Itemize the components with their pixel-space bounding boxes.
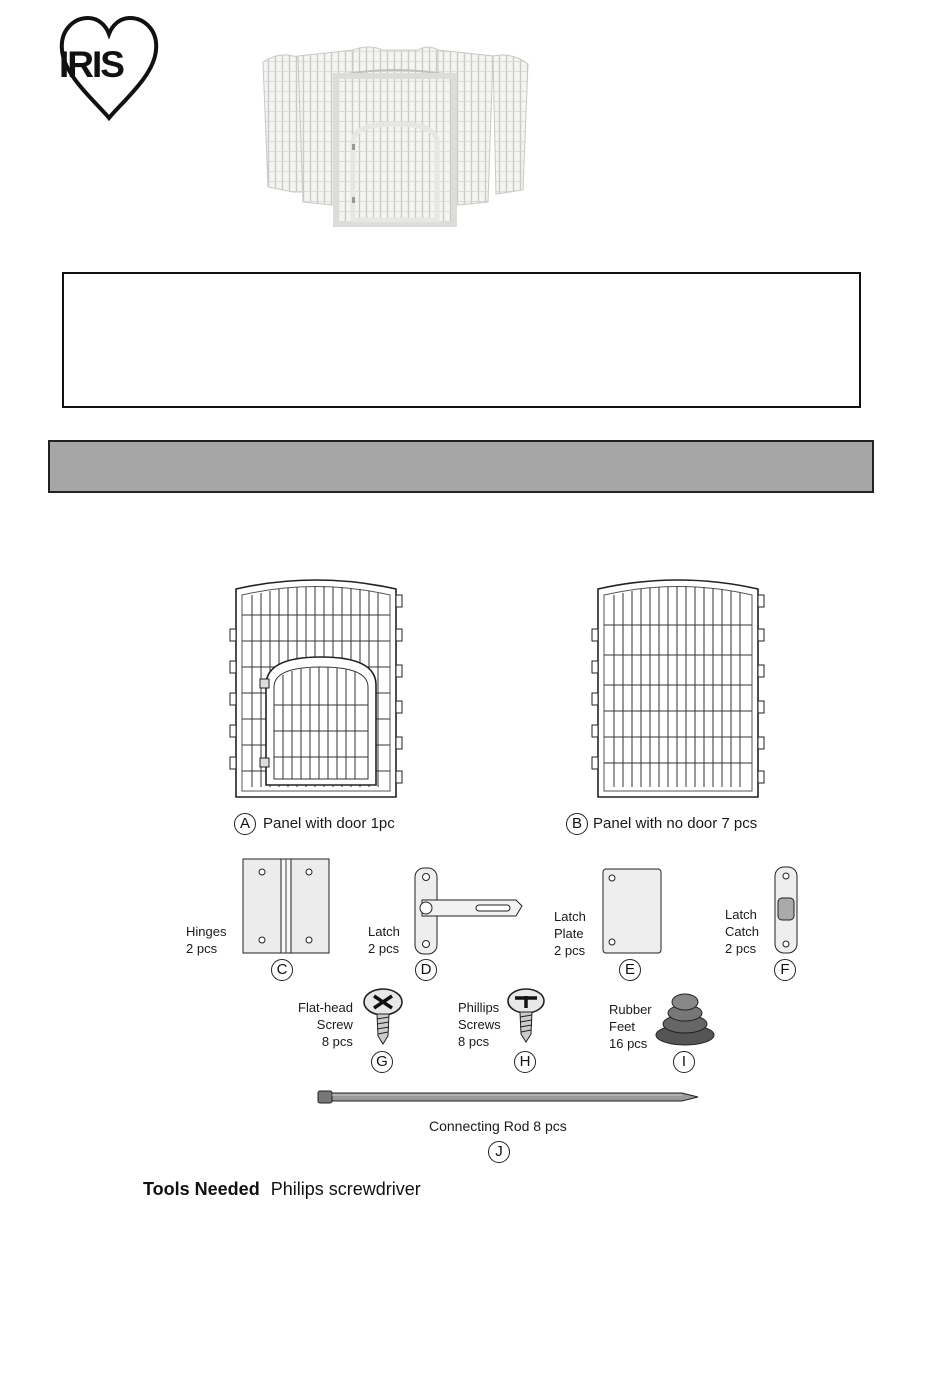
part-letter-j: J — [488, 1141, 510, 1163]
latch-plate-icon — [602, 868, 662, 954]
latch-plate-illustration — [602, 868, 662, 954]
part-label-c-line2: 2 pcs — [186, 941, 218, 956]
part-label-i — [609, 1001, 652, 1052]
tools-value: Philips screwdriver — [270, 1179, 421, 1199]
part-label-e — [554, 908, 586, 959]
rubber-foot-icon — [654, 990, 716, 1046]
part-label-b: Panel with no door 7 pcs — [593, 815, 758, 832]
hinge-illustration — [242, 858, 330, 954]
flat-head-screw-icon — [362, 988, 404, 1046]
latch-illustration — [412, 866, 524, 956]
part-label-h-line1: Phillips — [458, 1000, 500, 1015]
part-label-h — [458, 999, 501, 1050]
part-label-e-line3: 2 pcs — [554, 943, 586, 958]
part-letter-f: F — [774, 959, 796, 981]
part-label-c-line1: Hinges — [186, 924, 227, 939]
part-label-g-line3: 8 pcs — [321, 1034, 353, 1049]
part-label-e-line2: Plate — [554, 926, 584, 941]
part-label-j: Connecting Rod 8 pcs — [429, 1118, 567, 1134]
part-label-i-line2: Feet — [609, 1019, 636, 1034]
part-letter-i: I — [673, 1051, 695, 1073]
part-label-e-line1: Latch — [554, 909, 586, 924]
part-letter-c: C — [271, 959, 293, 981]
octagonal-playpen-icon — [258, 42, 533, 227]
connecting-rod-icon — [316, 1089, 700, 1105]
part-label-f-line2: Catch — [725, 924, 759, 939]
part-label-i-line3: 16 pcs — [609, 1036, 648, 1051]
part-label-f-line1: Latch — [725, 907, 757, 922]
part-letter-a: A — [234, 813, 256, 835]
part-letter-g: G — [371, 1051, 393, 1073]
panel-with-door-illustration — [226, 575, 412, 803]
part-label-c — [186, 923, 226, 957]
phillips-screw-icon — [506, 988, 546, 1044]
panel-no-door-icon — [588, 575, 774, 803]
part-letter-h: H — [514, 1051, 536, 1073]
rubber-feet-illustration — [654, 990, 716, 1046]
notice-box — [62, 272, 861, 408]
tools-heading: Tools Needed — [143, 1179, 260, 1199]
part-letter-b: B — [566, 813, 588, 835]
panel-no-door-illustration — [588, 575, 774, 803]
latch-catch-illustration — [773, 866, 799, 954]
product-image — [258, 42, 533, 227]
part-label-d-line2: 2 pcs — [368, 941, 400, 956]
part-label-d — [368, 923, 400, 957]
connecting-rod-illustration — [316, 1089, 700, 1105]
tools-needed — [143, 1179, 421, 1200]
part-letter-e: E — [619, 959, 641, 981]
part-label-a: Panel with door 1pc — [263, 815, 395, 832]
section-band — [48, 440, 874, 493]
part-label-g-line1: Flat-head — [298, 1000, 353, 1015]
phillips-screw-illustration — [506, 988, 546, 1044]
hinge-icon — [242, 858, 330, 954]
part-label-i-line1: Rubber — [609, 1002, 652, 1017]
logo-text: IRIS — [59, 44, 123, 85]
part-label-h-line2: Screws — [458, 1017, 501, 1032]
part-label-g-line2: Screw — [316, 1017, 353, 1032]
panel-with-door-icon — [226, 575, 412, 803]
part-letter-d: D — [415, 959, 437, 981]
latch-icon — [412, 866, 524, 956]
latch-catch-icon — [773, 866, 799, 954]
part-label-d-line1: Latch — [368, 924, 400, 939]
flat-head-screw-illustration — [362, 988, 404, 1046]
part-label-f-line3: 2 pcs — [725, 941, 757, 956]
part-label-h-line3: 8 pcs — [458, 1034, 490, 1049]
part-label-g — [298, 999, 353, 1050]
brand-logo — [56, 14, 162, 122]
part-label-f — [725, 906, 759, 957]
